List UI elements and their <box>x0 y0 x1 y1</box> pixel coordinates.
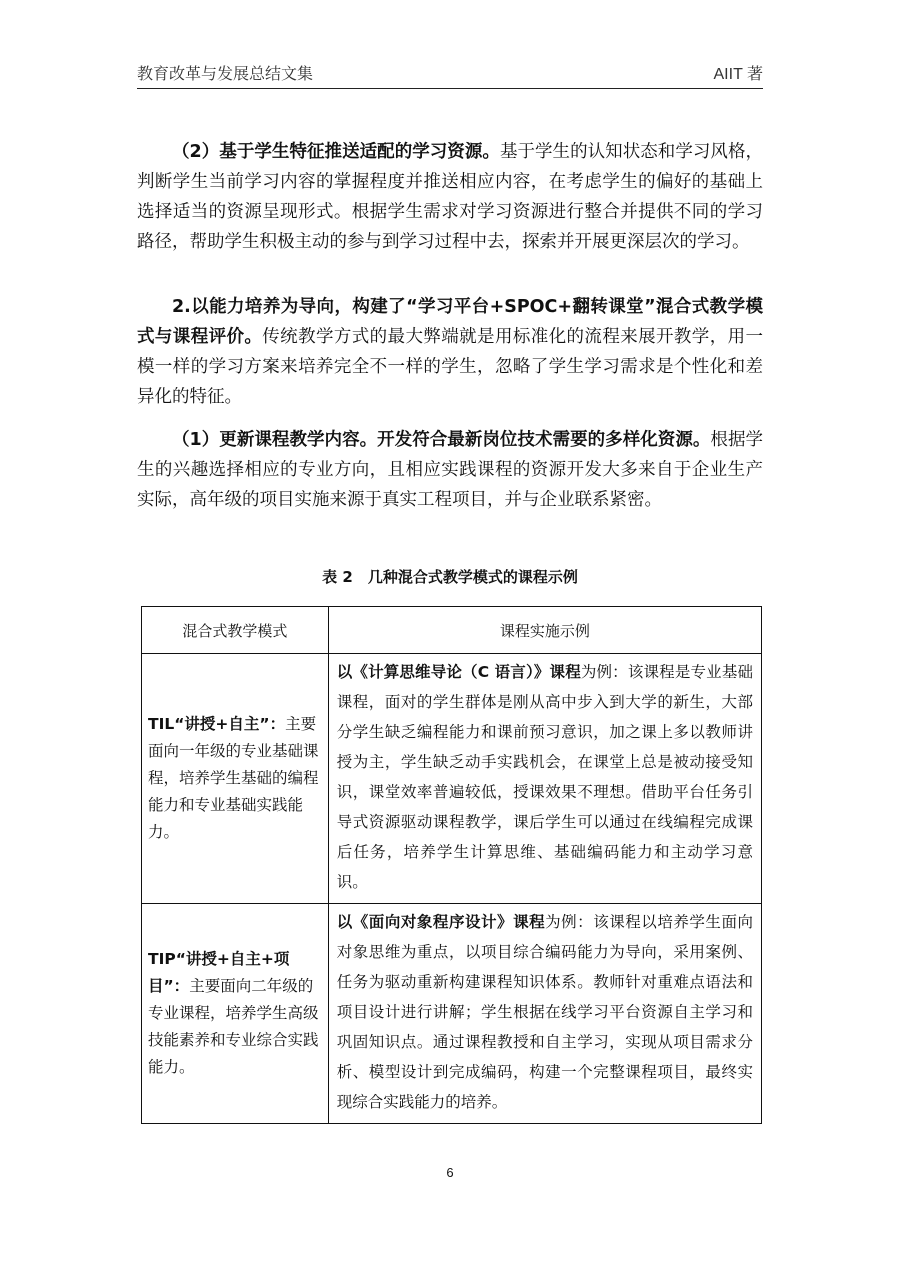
header-author: AIIT 著 <box>713 66 763 83</box>
table-row <box>142 654 762 904</box>
paragraph-1 <box>137 137 763 257</box>
mode-name: TIL“讲授+自主”： <box>148 715 286 733</box>
header-title: 教育改革与发展总结文集 <box>137 64 314 83</box>
example-course: 以《计算思维导论（C 语言）》课程 <box>336 663 581 681</box>
paragraph-2-heading: 2.以能力培养为导向，构建了“学习平台+SPOC+翻转课堂”混合式教学模式与课程评价。 <box>137 297 763 347</box>
mode-name: TIP“讲授+自主+项目”： <box>148 950 290 995</box>
table-row <box>142 904 762 1124</box>
paragraph-2-text: 传统教学方式的最大弊端就是用标准化的流程来展开教学，用一模一样的学习方案来培养完全不一样的学生，忽略了学生学习需求是个性化和差异化的特征。 <box>137 327 763 407</box>
mode-description: 主要面向一年级的专业基础课程，培养学生基础的编程能力和专业基础实践能力。 <box>148 715 319 841</box>
paragraph-1-heading: （2）基于学生特征推送适配的学习资源。 <box>172 142 500 162</box>
table-caption: 表 2 几种混合式教学模式的课程示例 <box>322 568 578 586</box>
example-cell <box>328 654 761 904</box>
mode-cell <box>142 654 329 904</box>
example-description: 为例：该课程以培养学生面向对象思维为重点，以项目综合编码能力为导向，采用案例、任务为驱动重新构建课程知识体系。教师针对重难点语法和项目设计进行讲解；学生根据在线学习平台资源自主学习和巩固知识点。通过课程教授和自主学习，实现从项目需求分析、模型设计到完成编码，构建一个完整课程项目，最终实现综合实践能力的培养。 <box>336 913 753 1111</box>
table-header-row <box>142 607 762 654</box>
page-number: 6 <box>446 1165 454 1180</box>
course-examples-table <box>141 606 762 1124</box>
mode-description: 主要面向二年级的专业课程，培养学生高级技能素养和专业综合实践能力。 <box>148 977 319 1076</box>
paragraph-3 <box>137 425 763 515</box>
column-header-example: 课程实施示例 <box>328 607 761 654</box>
paragraph-1-text: 基于学生的认知状态和学习风格，判断学生当前学习内容的掌握程度并推送相应内容，在考虑学生的偏好的基础上选择适当的资源呈现形式。根据学生需求对学习资源进行整合并提供不同的学习路径，帮助学生积极主动的参与到学习过程中去，探索并开展更深层次的学习。 <box>137 142 763 252</box>
example-course: 以《面向对象程序设计》课程 <box>336 913 546 931</box>
mode-cell <box>142 904 329 1124</box>
example-description: 为例：该课程是专业基础课程，面对的学生群体是刚从高中步入到大学的新生，大部分学生缺乏编程能力和课前预习意识，加之课上多以教师讲授为主，学生缺乏动手实践机会，在课堂上总是被动接受知识，课堂效率普遍较低，授课效果不理想。借助平台任务引导式资源驱动课程教学，课后学生可以通过在线编程完成课后任务，培养学生计算思维、基础编码能力和主动学习意识。 <box>336 663 753 891</box>
example-cell <box>328 904 761 1124</box>
paragraph-3-text: 根据学生的兴趣选择相应的专业方向，且相应实践课程的资源开发大多来自于企业生产实际，高年级的项目实施来源于真实工程项目，并与企业联系紧密。 <box>137 430 764 510</box>
page-header <box>137 62 763 89</box>
paragraph-2 <box>137 292 763 412</box>
paragraph-3-heading: （1）更新课程教学内容。开发符合最新岗位技术需要的多样化资源。 <box>172 430 711 450</box>
column-header-mode: 混合式教学模式 <box>142 607 329 654</box>
